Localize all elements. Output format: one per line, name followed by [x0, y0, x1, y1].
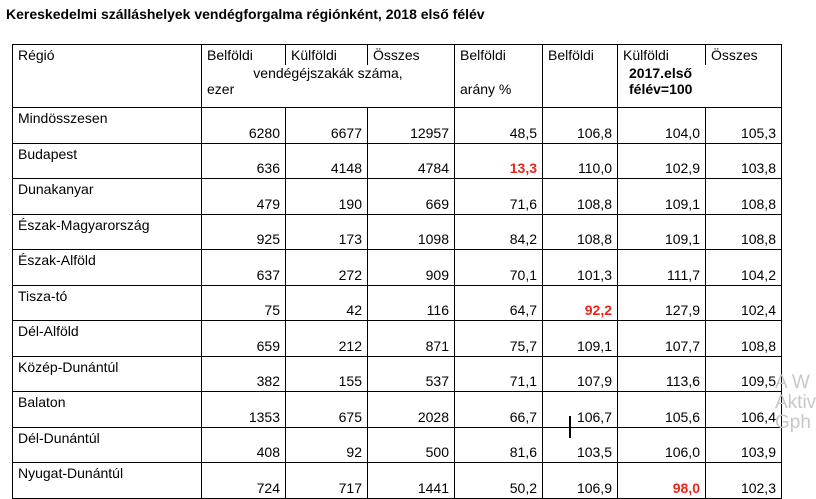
- cell-share: 66,7: [455, 392, 543, 428]
- cell-share: 13,3: [455, 143, 543, 179]
- cell-for-idx: 102,9: [618, 143, 706, 179]
- cell-foreign: 190: [286, 179, 368, 215]
- cell-total: 1098: [368, 214, 455, 250]
- cell-share: 81,6: [455, 427, 543, 463]
- cell-region: Budapest: [13, 143, 202, 179]
- cell-total: 116: [368, 285, 455, 321]
- cell-domestic: 637: [202, 250, 286, 286]
- cell-foreign: 675: [286, 392, 368, 428]
- cell-for-idx: 98,0: [618, 463, 706, 499]
- cell-domestic: 1353: [202, 392, 286, 428]
- cell-total: 909: [368, 250, 455, 286]
- table-row: [13, 214, 782, 250]
- cell-region: Nyugat-Dunántúl: [13, 463, 202, 499]
- cell-for-idx: 111,7: [618, 250, 706, 286]
- cell-dom-idx: 106,8: [543, 108, 618, 144]
- cell-region: Dél-Dunántúl: [13, 427, 202, 463]
- table-row: [13, 108, 782, 144]
- cell-region: Észak-Magyarország: [13, 214, 202, 250]
- cell-foreign: 4148: [286, 143, 368, 179]
- table-row: [13, 179, 782, 215]
- cell-total: 2028: [368, 392, 455, 428]
- cell-total: 4784: [368, 143, 455, 179]
- cell-tot-idx: 104,2: [706, 250, 782, 286]
- cell-dom-idx: 108,8: [543, 214, 618, 250]
- header-row-2: [13, 65, 782, 108]
- cell-tot-idx: 108,8: [706, 321, 782, 357]
- cell-domestic: 75: [202, 285, 286, 321]
- cell-for-idx: 106,0: [618, 427, 706, 463]
- cell-foreign: 92: [286, 427, 368, 463]
- cell-dom-idx: 108,8: [543, 179, 618, 215]
- table-row: [13, 356, 782, 392]
- cell-dom-idx: 107,9: [543, 356, 618, 392]
- cell-dom-idx: 92,2: [543, 285, 618, 321]
- page-title: Kereskedelmi szálláshelyek vendégforgalma régiónként, 2018 első félév: [6, 6, 485, 22]
- cell-domestic: 408: [202, 427, 286, 463]
- cell-region: Balaton: [13, 392, 202, 428]
- table-row: [13, 392, 782, 428]
- data-table: [12, 44, 782, 499]
- header-unit-line2: ezer: [207, 81, 235, 97]
- cell-share: 48,5: [455, 108, 543, 144]
- cell-for-idx: 127,9: [618, 285, 706, 321]
- cell-tot-idx: 105,3: [706, 108, 782, 144]
- cell-tot-idx: 109,5: [706, 356, 782, 392]
- cell-foreign: 272: [286, 250, 368, 286]
- header-share-unit: arány %: [455, 65, 543, 108]
- activation-watermark: A W Aktiv Gph: [775, 372, 816, 433]
- cell-region: Dél-Alföld: [13, 321, 202, 357]
- cell-total: 12957: [368, 108, 455, 144]
- cell-dom-idx: 106,9: [543, 463, 618, 499]
- header-index-line2: félév=100: [629, 81, 693, 97]
- text-cursor: [569, 416, 571, 438]
- cell-domestic: 6280: [202, 108, 286, 144]
- cell-for-idx: 109,1: [618, 179, 706, 215]
- cell-foreign: 42: [286, 285, 368, 321]
- cell-domestic: 479: [202, 179, 286, 215]
- header-domestic-index: Belföldi: [543, 45, 618, 66]
- cell-region: Észak-Alföld: [13, 250, 202, 286]
- cell-domestic: 925: [202, 214, 286, 250]
- cell-foreign: 6677: [286, 108, 368, 144]
- header-index-line1: 2017.első: [629, 65, 693, 81]
- cell-dom-idx: 101,3: [543, 250, 618, 286]
- cell-tot-idx: 103,8: [706, 143, 782, 179]
- cell-tot-idx: 108,8: [706, 214, 782, 250]
- cell-region: Tisza-tó: [13, 285, 202, 321]
- table-row: [13, 321, 782, 357]
- cell-for-idx: 109,1: [618, 214, 706, 250]
- header-total-index: Összes: [706, 45, 782, 66]
- table-row: [13, 143, 782, 179]
- cell-for-idx: 104,0: [618, 108, 706, 144]
- cell-tot-idx: 108,8: [706, 179, 782, 215]
- cell-share: 71,6: [455, 179, 543, 215]
- cell-region: Mindösszesen: [13, 108, 202, 144]
- table-row: [13, 427, 782, 463]
- cell-domestic: 382: [202, 356, 286, 392]
- cell-tot-idx: 102,4: [706, 285, 782, 321]
- table-row: [13, 250, 782, 286]
- cell-tot-idx: 103,9: [706, 427, 782, 463]
- cell-foreign: 173: [286, 214, 368, 250]
- cell-dom-idx: 103,5: [543, 427, 618, 463]
- header-foreign: Külföldi: [286, 45, 368, 66]
- header-row-1: [13, 45, 782, 66]
- cell-domestic: 724: [202, 463, 286, 499]
- cell-total: 669: [368, 179, 455, 215]
- cell-region: Közép-Dunántúl: [13, 356, 202, 392]
- cell-tot-idx: 102,3: [706, 463, 782, 499]
- header-region: Régió: [13, 45, 202, 66]
- cell-for-idx: 105,6: [618, 392, 706, 428]
- cell-total: 871: [368, 321, 455, 357]
- cell-dom-idx: 106,7: [543, 392, 618, 428]
- cell-share: 71,1: [455, 356, 543, 392]
- cell-dom-idx: 110,0: [543, 143, 618, 179]
- cell-total: 500: [368, 427, 455, 463]
- cell-dom-idx: 109,1: [543, 321, 618, 357]
- cell-domestic: 659: [202, 321, 286, 357]
- cell-domestic: 636: [202, 143, 286, 179]
- cell-foreign: 717: [286, 463, 368, 499]
- cell-total: 1441: [368, 463, 455, 499]
- header-total: Összes: [368, 45, 455, 66]
- cell-share: 50,2: [455, 463, 543, 499]
- header-unit: [202, 65, 455, 108]
- header-index-base: [618, 65, 782, 108]
- cell-total: 537: [368, 356, 455, 392]
- cell-share: 70,1: [455, 250, 543, 286]
- header-domestic-share: Belföldi: [455, 45, 543, 66]
- cell-region: Dunakanyar: [13, 179, 202, 215]
- header-foreign-index: Külföldi: [618, 45, 706, 66]
- cell-for-idx: 113,6: [618, 356, 706, 392]
- cell-for-idx: 107,7: [618, 321, 706, 357]
- cell-share: 64,7: [455, 285, 543, 321]
- cell-share: 75,7: [455, 321, 543, 357]
- cell-foreign: 212: [286, 321, 368, 357]
- table-row: [13, 463, 782, 499]
- cell-foreign: 155: [286, 356, 368, 392]
- header-unit-line1: vendégéjszakák száma,: [253, 65, 403, 81]
- cell-tot-idx: 106,4: [706, 392, 782, 428]
- table-row: [13, 285, 782, 321]
- header-domestic: Belföldi: [202, 45, 286, 66]
- cell-share: 84,2: [455, 214, 543, 250]
